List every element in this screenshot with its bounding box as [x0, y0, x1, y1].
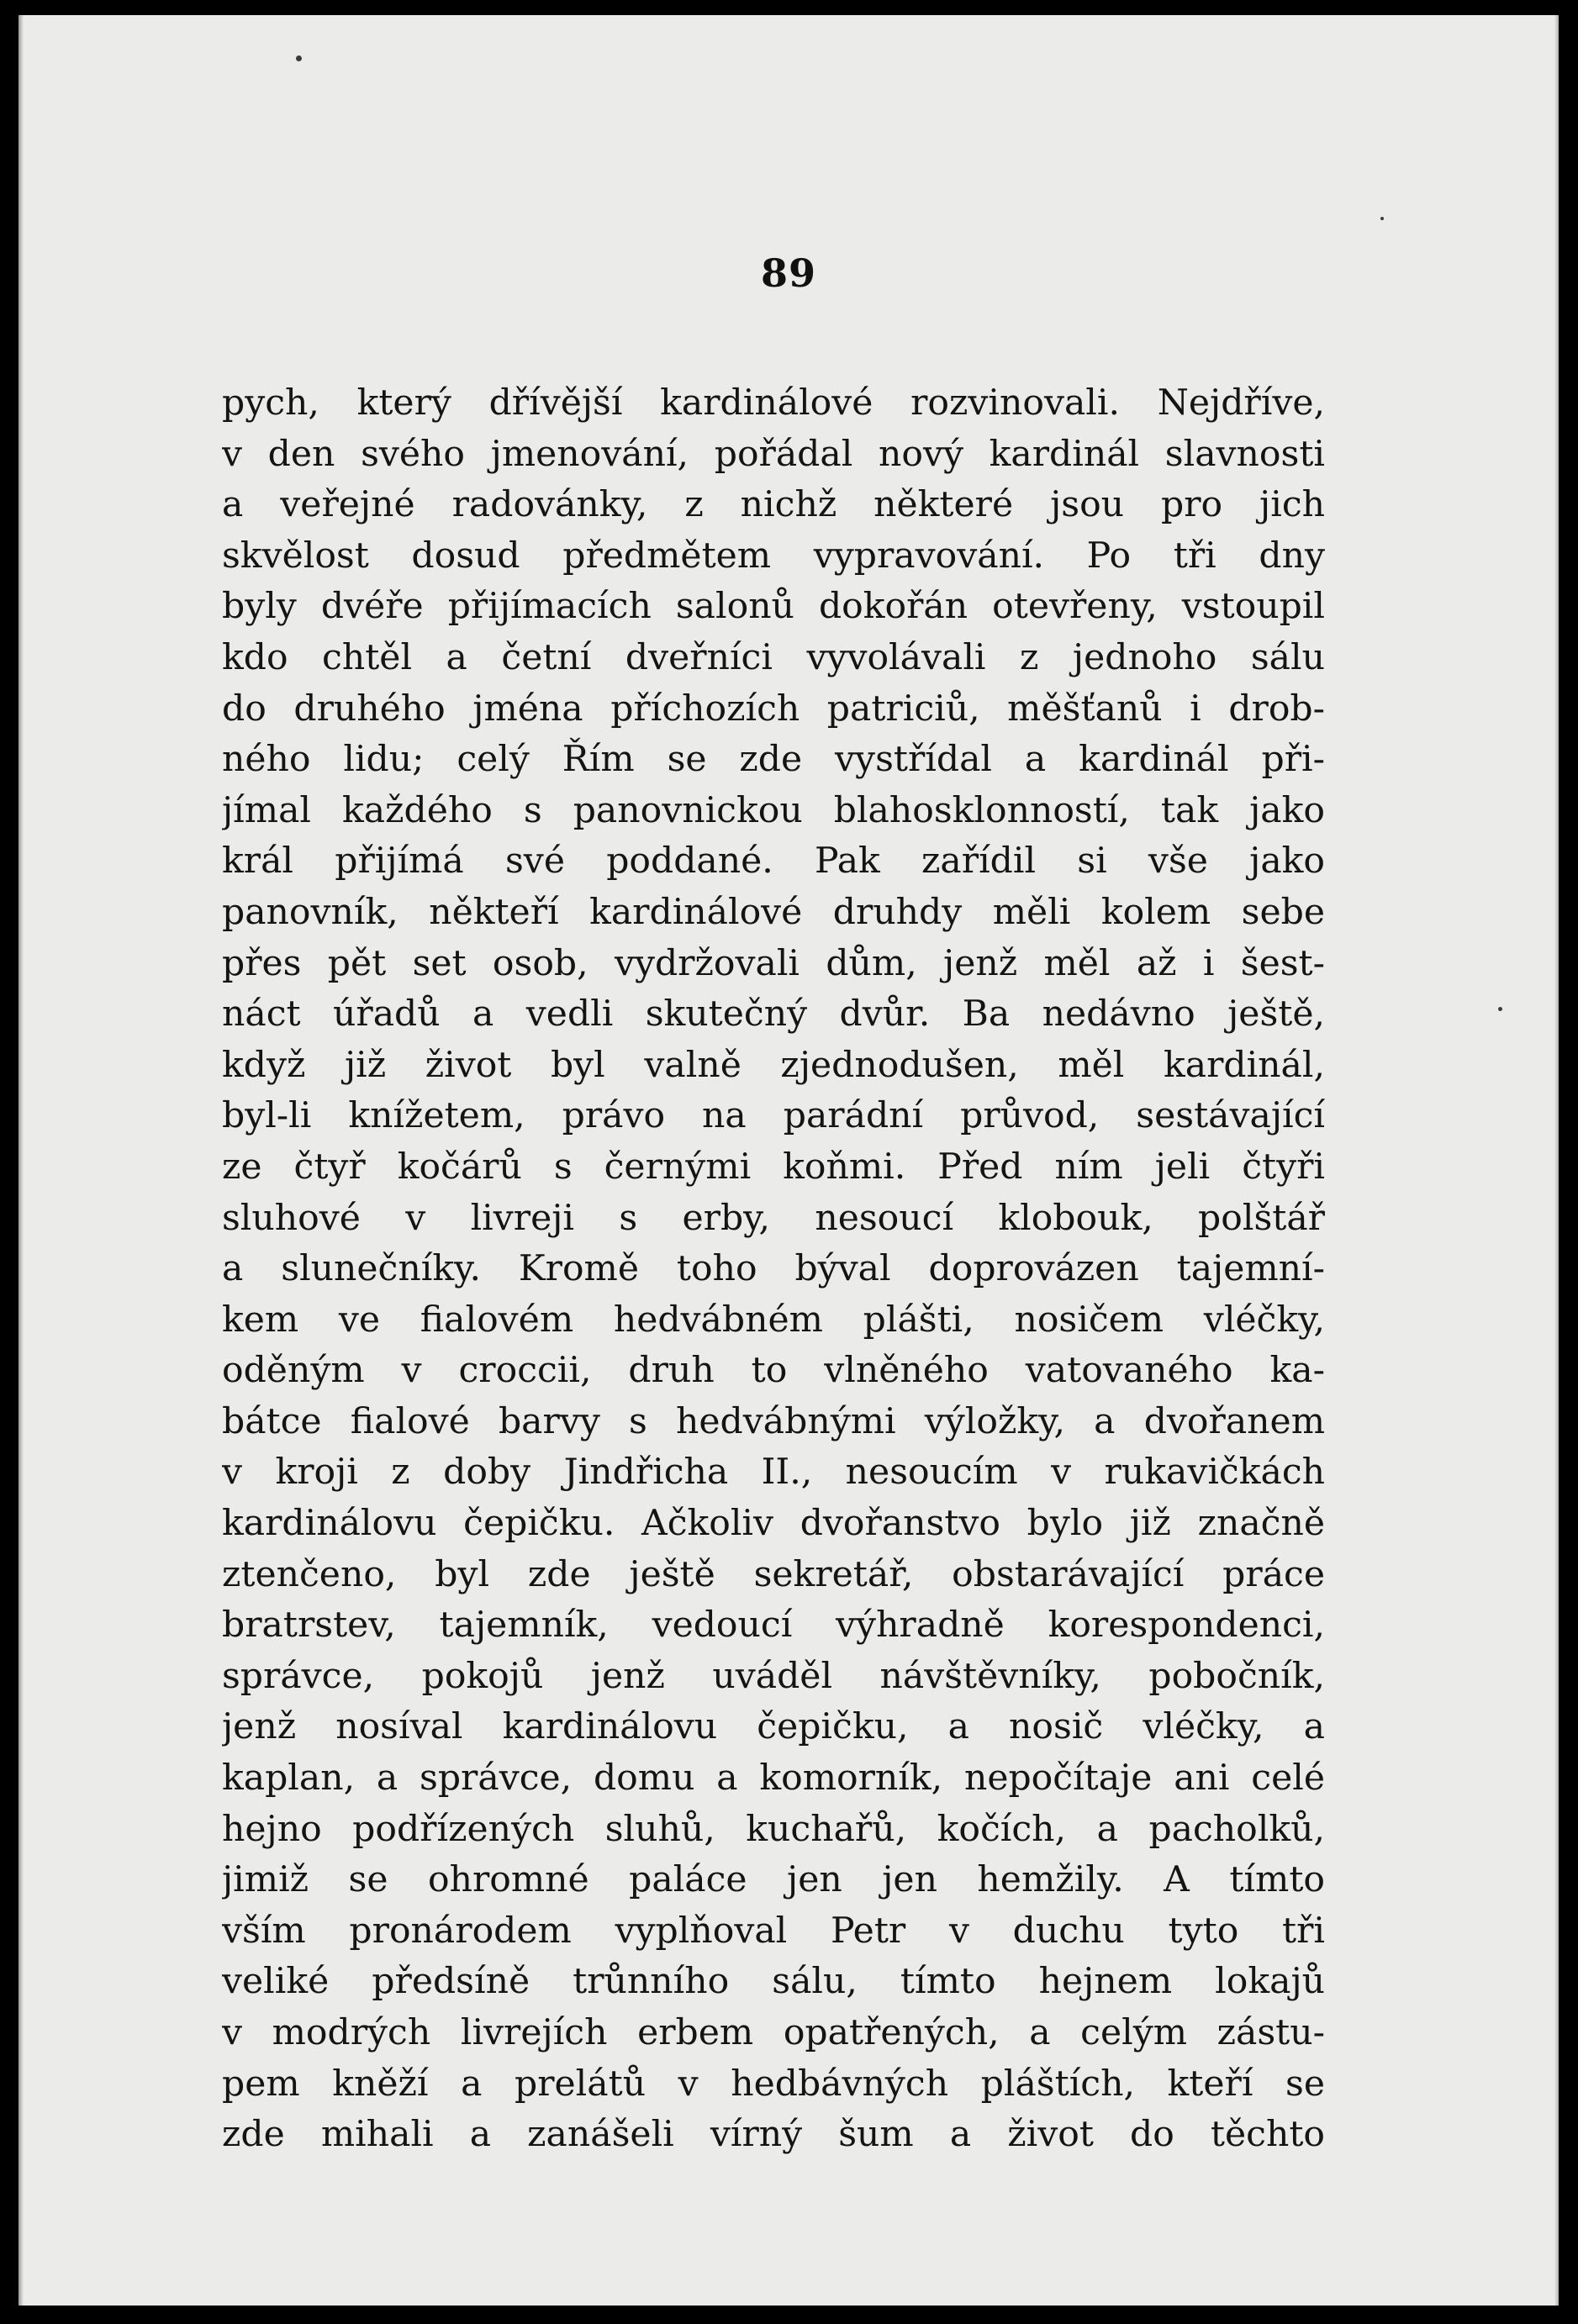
- text-line: byl-li knížetem, právo na parádní průvod, sestávající: [222, 1095, 1325, 1137]
- body-text: [222, 378, 1325, 2161]
- text-line: bátce fialové barvy s hedvábnými výložky, a dvořanem: [222, 1400, 1325, 1442]
- text-line: do druhého jména příchozích patriciů, měšťanů i drob-: [222, 688, 1325, 730]
- text-line: ze čtyř kočárů s černými koňmi. Před ním jeli čtyři: [222, 1146, 1325, 1188]
- text-line: veliké předsíně trůnního sálu, tímto hejnem lokajů: [222, 1961, 1325, 2003]
- text-line: pem kněží a prelátů v hedbávných pláštích, kteří se: [222, 2063, 1325, 2105]
- text-line: a slunečníky. Kromě toho býval doprovázen tajemní-: [222, 1248, 1325, 1290]
- text-line: a veřejné radovánky, z nichž některé jsou pro jich: [222, 484, 1325, 526]
- text-line: král přijímá své poddané. Pak zařídil si vše jako: [222, 841, 1325, 883]
- text-line: jimiž se ohromné paláce jen jen hemžily. A tímto: [222, 1859, 1325, 1901]
- text-line: v kroji z doby Jindřicha II., nesoucím v rukavičkách: [222, 1452, 1325, 1494]
- text-line: v modrých livrejích erbem opatřených, a celým zástu-: [222, 2012, 1325, 2053]
- text-line: jímal každého s panovnickou blahosklonností, tak jako: [222, 789, 1325, 831]
- text-line: správce, pokojů jenž uváděl návštěvníky, pobočník,: [222, 1655, 1325, 1697]
- text-line: byly dvéře přijímacích salonů dokořán otevřeny, vstoupil: [222, 586, 1325, 628]
- text-line: přes pět set osob, vydržovali dům, jenž měl až i šest-: [222, 942, 1325, 984]
- text-line: kaplan, a správce, domu a komorník, nepočítaje ani celé: [222, 1757, 1325, 1800]
- right-page-edge: [1554, 15, 1559, 2306]
- text-line: kardinálovu čepičku. Ačkoliv dvořanstvo bylo již značně: [222, 1503, 1325, 1545]
- text-line: sluhové v livreji s erby, nesoucí klobouk, polštář: [222, 1197, 1325, 1239]
- text-line: oděným v croccii, druh to vlněného vatovaného ka-: [222, 1350, 1325, 1392]
- text-line: panovník, někteří kardinálové druhdy měli kolem sebe: [222, 891, 1325, 933]
- text-line: náct úřadů a vedli skutečný dvůr. Ba nedávno ještě,: [222, 993, 1325, 1036]
- page-number: 89: [760, 250, 816, 296]
- ink-speck: [296, 55, 302, 61]
- text-line: skvělost dosud předmětem vypravování. Po tři dny: [222, 535, 1325, 577]
- left-page-edge: [18, 15, 24, 2306]
- text-line: když již život byl valně zjednodušen, měl kardinál,: [222, 1044, 1325, 1086]
- text-line: bratrstev, tajemník, vedoucí výhradně korespondenci,: [222, 1605, 1325, 1647]
- text-line: hejno podřízených sluhů, kuchařů, kočích, a pacholků,: [222, 1808, 1325, 1850]
- text-line: ného lidu; celý Řím se zde vystřídal a kardinál při-: [222, 739, 1325, 781]
- text-line: kem ve fialovém hedvábném plášti, nosičem vléčky,: [222, 1299, 1325, 1341]
- paper-sheet: [18, 15, 1559, 2306]
- text-line: kdo chtěl a četní dveřníci vyvolávali z jednoho sálu: [222, 636, 1325, 678]
- ink-speck: [1380, 217, 1384, 220]
- text-line: pych, který dřívější kardinálové rozvinovali. Nejdříve,: [222, 382, 1325, 424]
- ink-speck: [1498, 1007, 1502, 1011]
- text-line: ztenčeno, byl zde ještě sekretář, obstarávající práce: [222, 1553, 1325, 1595]
- text-line: zde mihali a zanášeli vírný šum a život do těchto: [222, 2114, 1325, 2156]
- text-line: vším pronárodem vyplňoval Petr v duchu tyto tři: [222, 1910, 1325, 1952]
- text-line: v den svého jmenování, pořádal nový kardinál slavnosti: [222, 433, 1325, 475]
- text-line: jenž nosíval kardinálovu čepičku, a nosič vléčky, a: [222, 1706, 1325, 1748]
